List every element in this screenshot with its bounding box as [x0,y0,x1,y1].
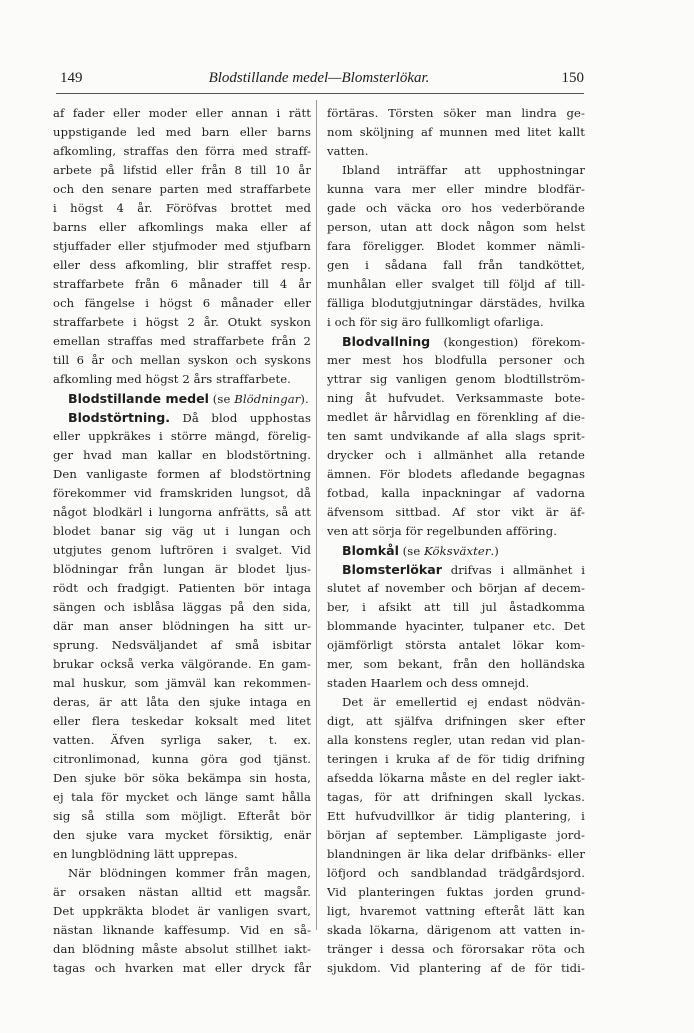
entry-headword: Blodstillande medel [68,391,209,406]
line-text: gen i sådana fall från tandköttet, [327,258,585,272]
text-line [53,712,311,731]
text-line [327,731,585,750]
line-text: blodet banar sig väg ut i lungan och [53,524,311,538]
text-line [53,465,311,484]
column-divider [316,100,317,930]
line-text: straffarbete i högst 2 år. Otukt syskon [53,315,311,329]
text-line [53,560,311,579]
line-text: den sjuke vara mycket försiktig, enär [53,828,311,842]
text-line [53,541,311,560]
line-text: digt, att själfva drifningen sker efter [327,714,585,728]
line-text: ). [300,392,309,406]
text-line [327,218,585,237]
text-line [327,503,585,522]
line-text: blommande hyacinter, tulpaner etc. Det [327,619,585,633]
line-text: ej tala för mycket och länge samt hålla [53,790,311,804]
text-line [327,674,585,693]
line-text: och fängelse i högst 6 månader eller [53,296,311,310]
text-line [327,560,585,579]
line-text: emellan straffas med straffarbete från 2 [53,334,311,348]
text-line [327,351,585,370]
line-text: där man anser blödningen ha sitt ur- [53,619,311,633]
cross-reference: Blödningar [234,392,301,406]
line-text: nästan liknande kaffesump. Vid en så- [53,923,311,937]
line-text: (se [209,392,235,406]
text-line [53,161,311,180]
text-line [327,465,585,484]
line-text: ven att sörja för regelbunden afföring. [327,524,558,538]
text-line [327,389,585,408]
line-text: fälliga blodutgjutningar därstädes, hvilka [327,296,585,310]
text-line [53,256,311,275]
line-text: kunna vara mer eller mindre blodfär- [327,182,585,196]
text-line [53,218,311,237]
line-text: stjuffader eller stjufmoder med stjufbarn [53,239,311,253]
text-line [327,313,585,332]
text-line [327,940,585,959]
line-text: arbete på lifstid eller från 8 till 10 år [53,163,311,177]
text-line [327,541,585,560]
line-text: och den senare parten med straffarbete [53,182,311,196]
text-line [53,959,311,978]
line-text: yttrar sig vanligen genom blodtillström- [327,372,585,386]
text-line [53,522,311,541]
text-line [53,940,311,959]
text-line [327,142,585,161]
line-text: är orsaken nästan alltid ett magsår. [53,885,311,899]
text-line [327,256,585,275]
text-line [53,332,311,351]
text-line [53,845,311,864]
line-text: till 6 år och mellan syskon och syskons [53,353,311,367]
header-rule [56,93,584,94]
text-line [53,389,311,408]
line-text: (kongestion) förekom- [430,335,585,349]
text-line [327,655,585,674]
entry-headword: Blomkål [342,543,399,558]
text-line [327,446,585,465]
line-text: sprung. Nedsväljandet af små isbitar [53,638,311,652]
text-line [53,427,311,446]
line-text: tagas, för att drifningen skall lyckas. [327,790,585,804]
line-text: fotbad, kalla inpackningar af vadorna [327,486,585,500]
line-text: tagas och hvarken mat eller dryck får [53,961,311,975]
text-line [53,731,311,750]
text-line [327,769,585,788]
line-text: vatten. Äfven syrliga saker, t. ex. [53,733,311,747]
line-text: Det är emellertid ej endast nödvän- [342,695,585,709]
line-text: eller dess afkomling, blir straffet resp. [53,258,311,272]
text-line [327,408,585,427]
text-line [327,484,585,503]
text-line [327,598,585,617]
text-line [53,104,311,123]
text-line [327,902,585,921]
line-text: ger hvad man kallar en blodstörtning. [53,448,311,462]
text-line [327,237,585,256]
line-text: blandningen är lika delar drifbänks- eller [327,847,585,861]
text-line [53,693,311,712]
text-line [53,123,311,142]
line-text: ten samt undvikande af alla slags sprit- [327,429,585,443]
line-text: gade och väcka oro hos vederbörande [327,201,585,215]
line-text: förtäras. Törsten söker man lindra ge- [327,106,585,120]
page-number-left: 149 [60,70,83,86]
text-line [327,104,585,123]
text-line [53,617,311,636]
text-line [327,845,585,864]
line-text: förekommer vid framskriden lungsot, då [53,486,311,500]
line-text: ojämförligt största antalet lökar kom- [327,638,585,652]
text-line [327,427,585,446]
line-text: barns eller afkomlings maka eller af [53,220,311,234]
text-line [327,180,585,199]
line-text: i och för sig äro fullkomligt ofarliga. [327,315,544,329]
text-line [327,750,585,769]
line-text: brukar också verka välgörande. En gam- [53,657,311,671]
text-line [327,199,585,218]
text-line [53,351,311,370]
text-line [53,883,311,902]
line-text: medlet är hårvidlag en förenkling af die- [327,410,585,424]
cross-reference: Köksväxter [424,544,491,558]
line-text: Ett hufvudvillkor är tidig plantering, i [327,809,585,823]
line-text: Det uppkräkta blodet är vanligen svart, [53,904,311,918]
text-line [327,959,585,978]
line-text: afkomling, straffas den förra med straff- [53,144,311,158]
text-line [327,693,585,712]
text-line [327,807,585,826]
line-text: rödt och fradgigt. Patienten bör intaga [53,581,311,595]
text-line [53,370,311,389]
line-text: person, utan att dock någon som helst [327,220,585,234]
line-text: mer mest hos blodfulla personer och [327,353,585,367]
line-text: mer, som bekant, från den holländska [327,657,585,671]
line-text: ligt, hvaremot vattning efteråt lätt kan [327,904,585,918]
line-text: eller flera teskedar koksalt med litet [53,714,311,728]
line-text: deras, är att låta den sjuke intaga en [53,695,311,709]
line-text: början af september. Lämpligaste jord- [327,828,585,842]
text-line [53,484,311,503]
text-line [53,142,311,161]
text-line [53,180,311,199]
line-text: uppstigande led med barn eller barns [53,125,311,139]
line-text: fara föreligger. Blodet kommer nämli- [327,239,585,253]
text-line [327,370,585,389]
line-text: ämnen. För blodets afledande begagnas [327,467,585,481]
text-line [53,237,311,256]
text-line [327,788,585,807]
text-line [327,826,585,845]
line-text: afkomling med högst 2 års straffarbete. [53,372,291,386]
line-text: vatten. [327,144,369,158]
text-line [53,446,311,465]
line-text: Den vanligaste formen af blodstörtning [53,467,311,481]
text-line [327,522,585,541]
text-line [53,294,311,313]
text-line [327,617,585,636]
line-text: (se [398,544,425,558]
text-line [53,636,311,655]
line-text: drycker och i allmänhet alla retande [327,448,585,462]
line-text: löfjord och sandblandad trädgårdsjord. [327,866,585,880]
text-line [53,275,311,294]
line-text: .) [490,544,499,558]
text-line [53,199,311,218]
line-text: teringen i kruka af de för tidig drifning [327,752,585,766]
text-line [53,750,311,769]
running-header [54,66,584,90]
left-column [53,104,311,978]
line-text: mal huskur, som jämväl kan rekommen- [53,676,311,690]
line-text: dan blödning måste absolut stillhet iakt- [53,942,311,956]
text-line [53,408,311,427]
text-line [53,503,311,522]
entry-headword: Blodvallning [342,334,431,349]
right-column [327,104,585,978]
line-text: staden Haarlem och dess omnejd. [327,676,530,690]
text-line [53,807,311,826]
line-text: något blodkärl i lungorna anfrätts, så att [53,505,311,519]
text-line [327,123,585,142]
text-line [53,826,311,845]
line-text: Då blod upphostas [170,411,311,425]
text-line [53,674,311,693]
text-line [327,921,585,940]
page-number-right: 150 [561,70,584,86]
line-text: sjukdom. Vid plantering af de för tidi- [327,961,585,975]
line-text: eller uppkräkes i större mängd, förelig- [53,429,311,443]
line-text: sängen och isblåsa läggas på den sida, [53,600,311,614]
text-line [53,313,311,332]
line-text: utgjutes genom luftrören i svalget. Vid [53,543,311,557]
line-text: blödningar från lungan är blodet ljus- [53,562,311,576]
text-line [53,921,311,940]
text-line [53,902,311,921]
line-text: ber, i afsikt att till jul åstadkomma [327,600,585,614]
line-text: äfvensom sittbad. Af stor vikt är äf- [327,505,585,519]
line-text: Ibland inträffar att upphostningar [342,163,585,177]
text-line [53,864,311,883]
line-text: slutet af november och början af decem- [327,581,585,595]
text-line [327,864,585,883]
text-line [53,769,311,788]
text-line [327,332,585,351]
entry-headword: Blodstörtning. [68,410,171,425]
text-line [327,636,585,655]
text-line [327,275,585,294]
text-line [327,712,585,731]
text-line [327,161,585,180]
entry-headword: Blomsterlökar [342,562,443,577]
text-line [327,294,585,313]
text-line [53,655,311,674]
line-text: Vid planteringen fuktas jorden grund- [327,885,585,899]
text-line [327,579,585,598]
line-text: afsedda lökarna måste en del regler iakt- [327,771,585,785]
line-text: i högst 4 år. Föröfvas brottet med [53,201,311,215]
running-title: Blodstillande medel—Blomsterlökar. [208,70,430,86]
text-line [53,579,311,598]
line-text: straffarbete från 6 månader till 4 år [53,277,311,291]
line-text: nom sköljning af munnen med litet kallt [327,125,585,139]
text-line [53,598,311,617]
line-text: tränger i dessa och förorsakar röta och [327,942,585,956]
line-text: en lungblödning lätt upprepas. [53,847,238,861]
line-text: drifvas i allmänhet i [442,563,585,577]
line-text: skada lökarna, därigenom att vatten in- [327,923,585,937]
text-line [53,788,311,807]
line-text: citronlimonad, kunna göra god tjänst. [53,752,311,766]
line-text: af fader eller moder eller annan i rätt [53,106,311,120]
line-text: Den sjuke bör söka bekämpa sin hosta, [53,771,311,785]
text-line [327,883,585,902]
line-text: alla konstens regler, utan redan vid plan- [327,733,585,747]
line-text: ning åt hufvudet. Verksammaste bote- [327,391,585,405]
line-text: munhålan eller svalget till följd af till- [327,277,585,291]
line-text: När blödningen kommer från magen, [68,866,311,880]
line-text: sig så stilla som möjligt. Efteråt bör [53,809,311,823]
